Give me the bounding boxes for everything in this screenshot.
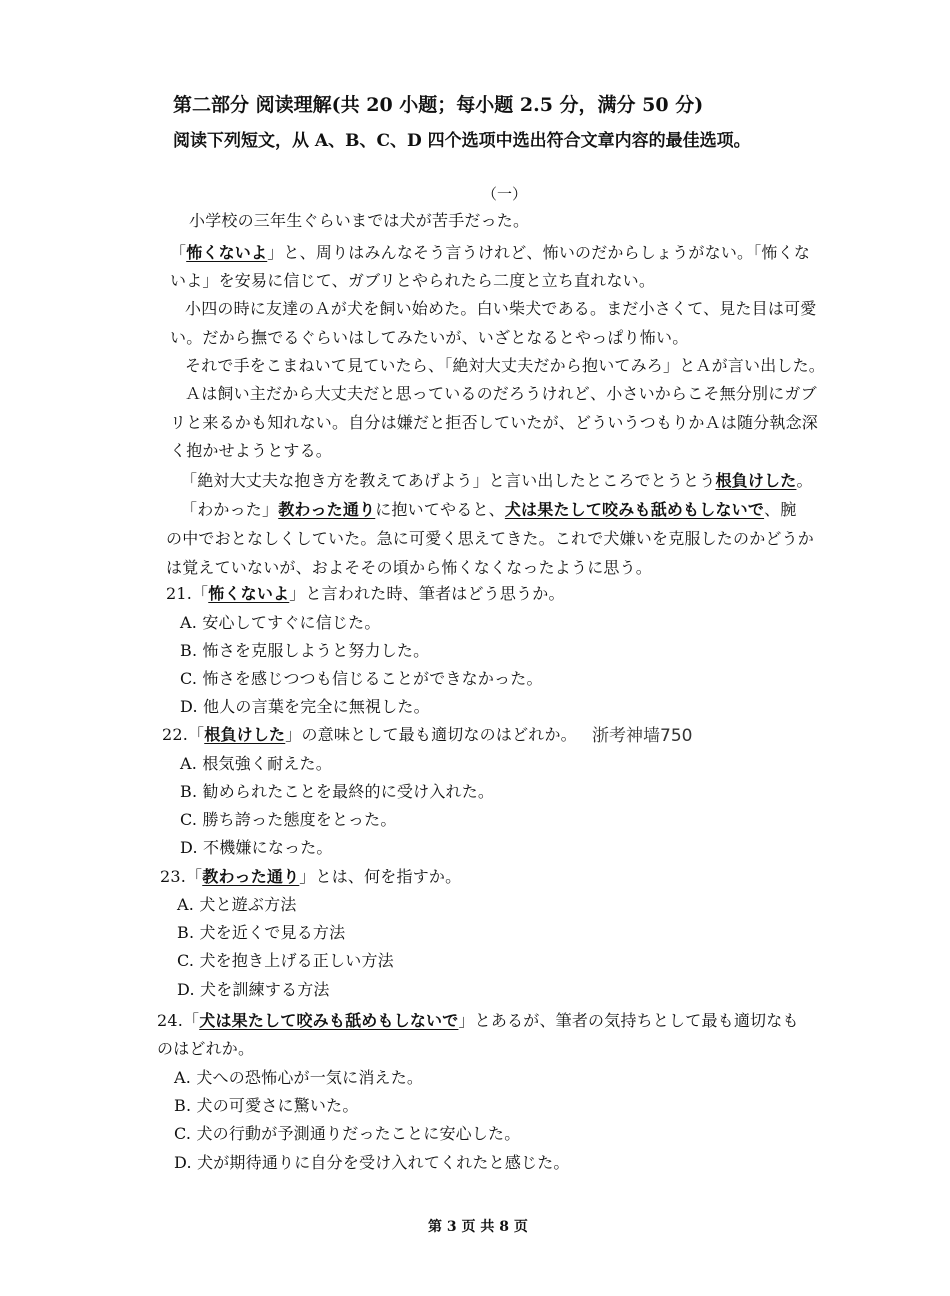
underlined-phrase: 根負けした: [204, 725, 286, 744]
underlined-phrase: 怖くないよ: [186, 243, 268, 262]
text: 」と言われた時、筆者はどう思うか。: [289, 584, 565, 603]
option-d: D. 他人の言葉を完全に無視した。: [180, 697, 430, 716]
passage-line: [189, 208, 529, 231]
option-a: A. 犬への恐怖心が一気に消えた。: [174, 1068, 424, 1087]
text: 23.「: [160, 867, 203, 886]
option-c: C. 勝ち誇った態度をとった。: [180, 810, 397, 829]
option-a: A. 根気強く耐えた。: [180, 754, 332, 773]
option-b: B. 犬を近くで見る方法: [177, 923, 346, 942]
passage-title: （一）: [482, 185, 528, 203]
passage-line: リと来るかも知れない。自分は嫌だと拒否していたが、どういうつもりかＡは随分執念深: [170, 413, 819, 432]
text: 、腕: [764, 500, 797, 519]
option-c: C. 犬を抱き上げる正しい方法: [177, 951, 394, 970]
text: 」と、周りはみんなそう言うけれど、怖いのだからしょうがない。「怖くな: [267, 243, 811, 262]
passage-line: い。だから撫でるぐらいはしてみたいが、いざとなるとやっぱり怖い。: [170, 328, 689, 347]
underlined-phrase: 犬は果たして咬みも舐めもしないで: [199, 1011, 459, 1030]
text: 」とあるが、筆者の気持ちとして最も適切なも: [458, 1011, 799, 1030]
option-d: D. 不機嫌になった。: [180, 838, 333, 857]
text: 。: [796, 471, 813, 490]
passage-line: [170, 240, 810, 263]
passage-line: く抱かせようとする。: [170, 441, 333, 460]
option-b: B. 犬の可愛さに驚いた。: [174, 1096, 359, 1115]
question-stem: [157, 1008, 799, 1031]
text: 22.「: [162, 725, 205, 744]
text: 24.「: [157, 1011, 200, 1030]
passage-line: それで手をこまねいて見ていたら、「絶対大丈夫だから抱いてみろ」とＡが言い出した。: [185, 356, 826, 375]
passage-line: の中でおとなしくしていた。急に可愛く思えてきた。これで犬嫌いを克服したのかどうか: [166, 529, 815, 548]
option-a: A. 安心してすぐに信じた。: [180, 613, 381, 632]
passage-line: いよ」を安易に信じて、ガブリとやられたら二度と立ち直れない。: [170, 271, 656, 290]
option-b: B. 怖さを克服しようと努力した。: [180, 641, 430, 660]
option-d: D. 犬を訓練する方法: [177, 980, 330, 999]
text: に抱いてやると、: [375, 500, 505, 519]
option-b: B. 勧められたことを最終的に受け入れた。: [180, 782, 495, 801]
underlined-phrase: 怖くないよ: [208, 584, 290, 603]
question-stem: [162, 722, 577, 745]
section-instruction: 阅读下列短文，从 A、B、C、D 四个选项中选出符合文章内容的最佳选项。: [173, 131, 751, 151]
passage-line: Ａは飼い主だから大丈夫だと思っているのだろうけれど、小さいからこそ無分別にガブ: [185, 384, 817, 403]
passage-line: [181, 497, 796, 520]
text: 」とは、何を指すか。: [299, 867, 462, 886]
page-number: 第 3 页 共 8 页: [428, 1219, 528, 1235]
option-a: A. 犬と遊ぶ方法: [177, 895, 297, 914]
underlined-phrase: 根負けした: [715, 471, 797, 490]
text: 」の意味として最も適切なのはどれか。: [285, 725, 577, 744]
question-stem-line: のはどれか。: [157, 1039, 255, 1058]
underlined-phrase: 教わった通り: [278, 500, 376, 519]
text: 21.「: [166, 584, 209, 603]
question-stem: [166, 581, 565, 604]
question-stem: [160, 864, 461, 887]
option-c: C. 怖さを感じつつも信じることができなかった。: [180, 669, 543, 688]
text: 「わかった」: [181, 500, 279, 519]
underlined-phrase: 教わった通り: [202, 867, 300, 886]
underlined-phrase: 犬は果たして咬みも舐めもしないで: [504, 500, 765, 519]
option-c: C. 犬の行動が予測通りだったことに安心した。: [174, 1124, 521, 1143]
text: 「: [170, 243, 187, 262]
section-heading: 第二部分 阅读理解(共 20 小题；每小题 2.5 分，满分 50 分): [173, 94, 704, 116]
watermark-text: 浙考神墙750: [592, 726, 693, 746]
text: 小学校の三年生ぐらいまでは犬が苦手だった。: [189, 211, 530, 230]
passage-line: [181, 468, 813, 491]
passage-line: は覚えていないが、およそその頃から怖くなくなったように思う。: [166, 558, 653, 577]
option-d: D. 犬が期待通りに自分を受け入れてくれたと感じた。: [174, 1153, 570, 1172]
text: 「絶対大丈夫な抱き方を教えてあげよう」と言い出したところでとうとう: [181, 471, 716, 490]
passage-line: 小四の時に友達のＡが犬を飼い始めた。白い柴犬である。まだ小さくて、見た目は可愛: [185, 299, 817, 318]
